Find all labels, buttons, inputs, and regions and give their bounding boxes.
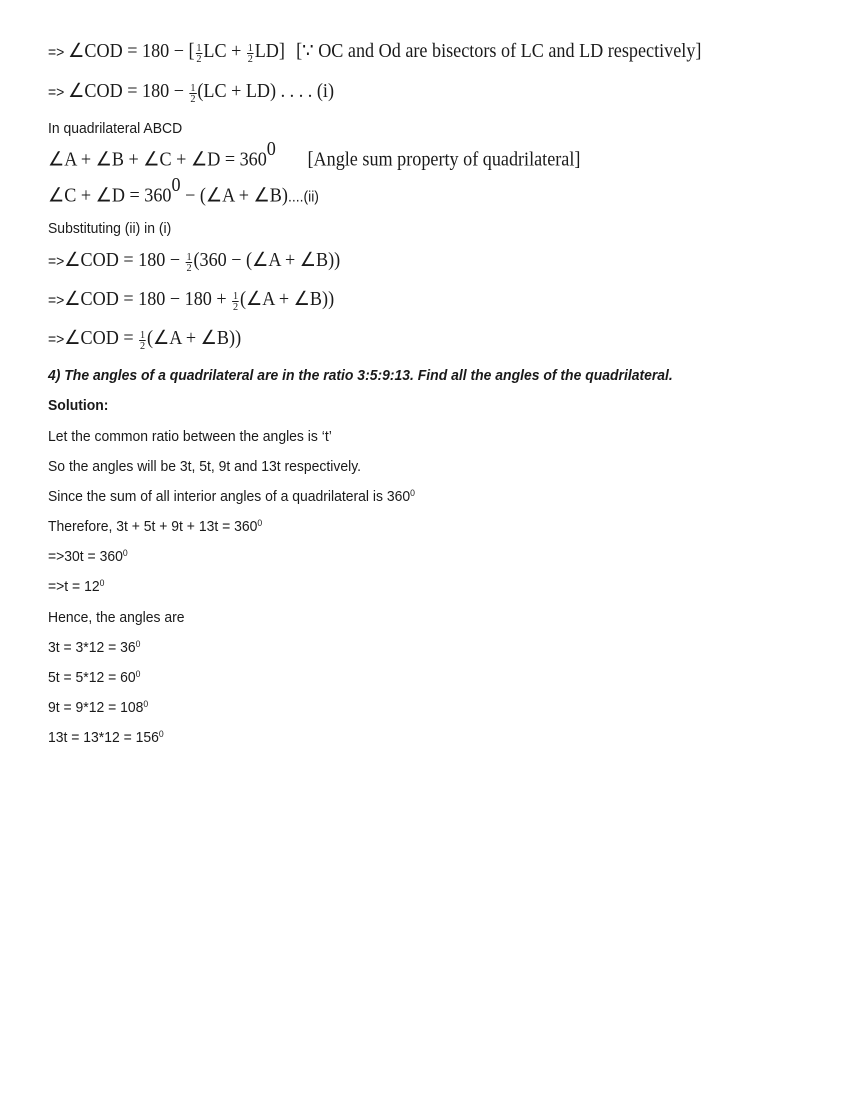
text-line-substituting: Substituting (ii) in (i) (48, 220, 172, 237)
numerator: 1 (196, 41, 202, 54)
bisector-note: [∵ OC and Od are bisectors of LC and LD respectively] (296, 41, 702, 62)
solution-step (48, 728, 164, 748)
fraction-half (232, 291, 239, 312)
fraction-half (186, 252, 193, 273)
step-text: 13t = 13*12 = 156 (48, 729, 159, 746)
math-text: (LC + LD) . . . . (i) (197, 81, 335, 102)
fraction-half (247, 43, 254, 64)
math-text: (360 − (∠A + ∠B)) (193, 250, 341, 271)
math-text: (∠A + ∠B)) (239, 289, 335, 310)
denominator: 2 (247, 52, 253, 65)
solution-step (48, 668, 140, 688)
denominator: 2 (196, 52, 202, 65)
angle-sum-note: [Angle sum property of quadrilateral] (307, 149, 581, 171)
degree-superscript: 0 (99, 577, 105, 588)
degree-superscript: 0 (122, 547, 128, 558)
numerator: 1 (247, 41, 253, 54)
math-text: LD] (254, 41, 285, 62)
degree-superscript: 0 (171, 175, 181, 196)
numerator: 1 (140, 328, 146, 341)
degree-superscript: 0 (410, 487, 415, 498)
step-text: So the angles will be 3t, 5t, 9t and 13t respectively. (48, 458, 362, 475)
solution-step (48, 457, 361, 477)
math-text: LC + (203, 41, 246, 62)
arrow-prefix: => (48, 331, 65, 348)
equation-line-8 (48, 290, 334, 312)
step-text: Therefore, 3t + 5t + 9t + 13t = 360 (48, 518, 258, 535)
equation-ref: ....(ii) (287, 188, 319, 206)
math-text: ∠COD = 180 − (68, 81, 189, 102)
step-text: 3t = 3*12 = 36 (48, 639, 136, 656)
math-text: ∠C + ∠D = 360 (48, 185, 172, 207)
numerator: 1 (233, 289, 239, 302)
arrow-prefix: => (48, 84, 69, 101)
equation-line-9 (48, 329, 241, 351)
step-text: Let the common ratio between the angles is ‘t’ (48, 428, 332, 445)
numerator: 1 (190, 81, 196, 94)
math-text: (∠A + ∠B)) (146, 328, 242, 349)
solution-step (48, 577, 104, 597)
equation-line-7 (48, 251, 340, 273)
equation-line-2 (48, 82, 334, 104)
solution-step (48, 487, 415, 507)
math-text: − (∠A + ∠B) (180, 185, 288, 207)
math-text: ∠COD = 180 − (64, 250, 185, 271)
solution-step (48, 608, 184, 628)
math-text: ∠COD = 180 − [ (68, 41, 195, 62)
question-4: 4) The angles of a quadrilateral are in the ratio 3:5:9:13. Find all the angles of the quadrilateral. (48, 367, 673, 384)
denominator: 2 (190, 92, 196, 105)
math-text: ∠A + ∠B + ∠C + ∠D = 360 (48, 149, 267, 171)
solution-step (48, 638, 140, 658)
step-text: 9t = 9*12 = 108 (48, 699, 144, 716)
solution-step (48, 547, 128, 567)
fraction-half (139, 330, 146, 351)
solution-step (48, 517, 262, 537)
solution-label: Solution: (48, 397, 109, 414)
equation-line-1 (48, 42, 701, 64)
degree-superscript: 0 (266, 139, 276, 160)
step-text: 5t = 5*12 = 60 (48, 669, 136, 686)
solution-step (48, 698, 148, 718)
arrow-prefix: => (48, 44, 69, 61)
math-text: ∠COD = 180 − 180 + (64, 289, 232, 310)
degree-superscript: 0 (158, 728, 164, 739)
degree-superscript: 0 (135, 638, 141, 649)
degree-superscript: 0 (143, 698, 149, 709)
denominator: 2 (186, 261, 192, 274)
numerator: 1 (186, 250, 192, 263)
step-text: =>30t = 360 (48, 548, 123, 565)
denominator: 2 (140, 339, 146, 352)
fraction-half (195, 43, 202, 64)
math-text: ∠COD = (64, 328, 139, 349)
denominator: 2 (233, 300, 239, 313)
fraction-half (189, 83, 196, 104)
step-text: Hence, the angles are (48, 609, 185, 626)
step-text: Since the sum of all interior angles of a quadrilateral is 360 (48, 488, 411, 505)
equation-line-angle-sum (48, 139, 581, 172)
degree-superscript: 0 (135, 668, 141, 679)
text-line-quadrilateral: In quadrilateral ABCD (48, 120, 183, 137)
arrow-prefix: => (48, 292, 65, 309)
solution-step (48, 427, 332, 447)
equation-line-ii (48, 175, 319, 208)
arrow-prefix: => (48, 253, 65, 270)
degree-superscript: 0 (257, 517, 263, 528)
step-text: =>t = 12 (48, 578, 100, 595)
